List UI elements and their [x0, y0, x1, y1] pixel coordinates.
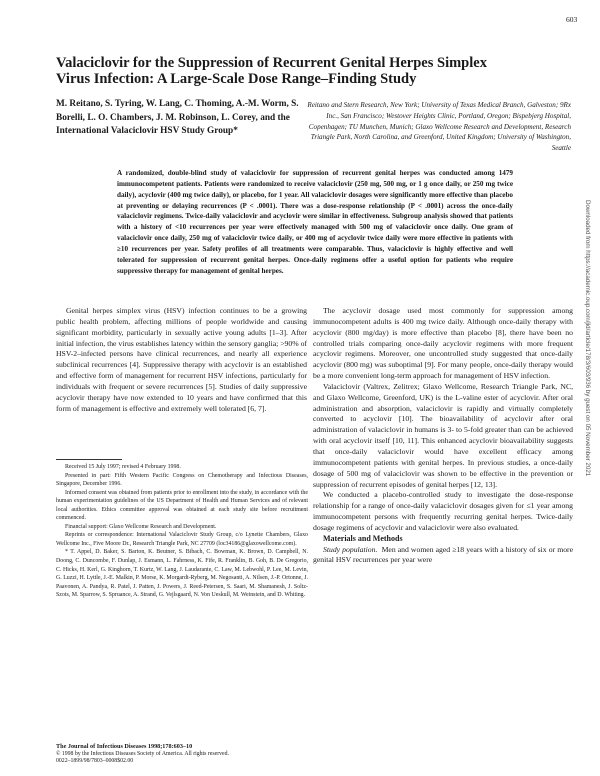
journal-copyright: © 1998 by the Infectious Diseases Society of America. All rights reserved.: [56, 751, 229, 758]
body-paragraph-1: The acyclovir dosage used most commonly for suppression among immunocompetent adults is 400 mg twice daily. Although once-daily therapy with acyclovir (800 mg/day) is more effective than placebo [8], there have been no controlled trials comparing once-daily acyclovir regimens with more frequent acyclovir regimens. Moreover, one uncontrolled study suggested that once-daily acyclovir (800 mg) was suboptimal [9]. For many people, once-daily therapy would be a more convenient long-term approach for management of HSV infection.: [313, 306, 573, 381]
article-title: Valaciclovir for the Suppression of Recurrent Genital Herpes Simplex Virus Infection: A Large-Scale Dose Range–Finding Study: [56, 55, 487, 87]
footnotes: [56, 463, 308, 600]
page-number: 603: [566, 15, 578, 24]
footnote-received: Received 15 July 1997; revised 4 February 1998.: [65, 464, 181, 470]
download-watermark-text: Downloaded from https://academic.oup.com/jid/article/178/3/603/936 by guest on 05 November 2021: [584, 200, 591, 477]
journal-issn: 0022–1899/98/7803–0008$02.00: [56, 758, 134, 765]
journal-info: [56, 743, 308, 766]
footnote-study-group: * T. Appel, D. Baker, S. Barton, K. Beutner, S. Bibach, C. Bowman, K. Brown, D. Campbell, N. Doong, C. Duncombe, F. Dunlap, J. Esmann, L. Fahrness, K. Fife, R. Franklin, B. Goh, B. De Gregorio, C. Hicks, H. Kerl, G. Kinghorn, T. Kurtz, W. Lang, J. Laudarante, C. Law, M. Lebwohl, P. Lee, M. Levin, G. Luzzi, H. Lyttle, J.-E. Malkin, P. Morse, K. Morgardt-Ryberg, M. Negosanti, A. Nilsen, J.-P. Ortonne, J. Paavonen, A. Pandya, R. Patel, J. Patten, J. Powers, J. Reed-Petersen, S. Saari, M. Shamanesh, J. Soltz-Szots, M. Sparrow, S. Spruance, A. Strand, G. Vejlsgaard, N. Von Ueskull, M. Weinstein, and D. Whiting.: [56, 549, 309, 599]
footnote-financial: Financial support: Glaxo Wellcome Research and Development.: [65, 523, 217, 530]
runin-heading: Study population.: [323, 544, 378, 554]
body-paragraph-3: We conducted a placebo-controlled study to investigate the dose-response relationship for a range of once-daily valaciclovir dosages given for ≤1 year among immunocompetent persons with frequently recurring genital herpes. Twice-daily dosage regimens of acyclovir and valaciclovir were also evaluated.: [313, 490, 573, 532]
right-column: [313, 306, 573, 566]
footnote-presented: Presented in part: Fifth Western Pacific Congress on Chemotherapy and Infectious Diseases, Singapore, December 1996.: [56, 472, 308, 488]
journal-issue: 1998;178:603–10: [147, 743, 193, 750]
body-paragraph-4: [313, 545, 573, 567]
journal-name: The Journal of Infectious Diseases: [56, 743, 147, 750]
download-watermark: [584, 200, 593, 580]
body-paragraph-2: Valaciclovir (Valtrex, Zelitrex; Glaxo Wellcome, Research Triangle Park, NC, and Glaxo Wellcome, Greenford, UK) is the L-valine ester of acyclovir. After oral administration and absorption, valaciclovir is rapidly and virtually completely converted to acyclovir [10]. The bioavailability of acyclovir after oral administration of valaciclovir in humans is 3- to 5-fold greater than can be achieved with oral acyclovir itself [10, 11]. This enhanced acyclovir bioavailability suggests that once-daily valaciclovir would have excellent efficacy among immunocompetent patients with genital herpes. In previous studies, a once-daily dosage of 500 mg of valaciclovir was shown to be effective in the prevention or suppression of recurrent episodes of genital herpes [12, 13].: [313, 381, 573, 489]
footnote-divider: [56, 459, 122, 460]
intro-paragraph: Genital herpes simplex virus (HSV) infection continues to be a growing public health problem, affecting millions of people worldwide and causing significant morbidity, particularly in sexually active young adults [1–3]. After initial infection, the virus establishes latency within the sensory ganglia; >90% of HSV-2–infected persons have clinical recurrences, and nearly all experience subclinical recurrences [4]. Suppressive therapy with acyclovir is an established and effective form of management for recurrent HSV infections, particularly for individuals with frequent or severe recurrences [5]. Studies of daily suppressive acyclovir therapy have now extended to 10 years and have confirmed that this form of management is effective and extremely well tolerated [6, 7].: [56, 306, 307, 413]
author-affiliations: Reitano and Stern Research, New York; University of Texas Medical Branch, Galveston; 9Rx Inc., San Francisco; Westover Heights Clinic, Portland, Oregon; Bispebjerg Hospital, Copenhagen; TU Munchen, Munich; Glaxo Wellcome Research and Development, Research Triangle Park, North Carolina, and Greenford, United Kingdom; University of Washington, Seattle: [307, 101, 571, 153]
author-list: M. Reitano, S. Tyring, W. Lang, C. Thoming, A.-M. Worm, S. Borelli, L. O. Chambers, J. M. Robinson, L. Corey, and the International Valaciclovir HSV Study Group*: [56, 99, 299, 136]
footnote-reprints: Reprints or correspondence: International Valaciclovir Study Group, c/o Lynette Chambers, Glaxo Wellcome Inc., Five Moore Dr., Research Triangle Park, NC 27709 (loc34186@glaxowellcome.com).: [56, 532, 308, 547]
section-heading: Materials and Methods: [323, 533, 403, 543]
footnote-consent: Informed consent was obtained from patients prior to enrollment into the study, in accordance with the human experimentation guidelines of the US Department of Health and Human Services and of relevant local authorities. Ethics committee approval was obtained at each study site before recruitment commenced.: [56, 489, 308, 522]
left-column: [56, 306, 307, 414]
body-paragraph-4-text: Men and women aged ≥18 years with a history of six or more genital HSV recurrences per year were: [313, 544, 574, 565]
abstract: A randomized, double-blind study of valaciclovir for suppression of recurrent genital herpes was conducted among 1479 immunocompetent patients. Patients were randomized to receive valaciclovir (250 mg, 500 mg, or 1 g once daily, or 250 mg twice daily), acyclovir (400 mg twice daily), or placebo, for 1 year. All valaciclovir dosages were significantly more effective than placebo at preventing or delaying recurrences (P < .0001). There was a dose-response relationship (P < .0001) across the once-daily valaciclovir regimens. Twice-daily valaciclovir and acyclovir were similar in effectiveness. Subgroup analysis showed that patients with a history of <10 recurrences per year were effectively managed with 500 mg of valaciclovir once daily. One gram of valaciclovir once daily, 250 mg of valaciclovir twice daily, or 400 mg of acyclovir twice daily were more effective in patients with ≥10 recurrences per year. Safety profiles of all treatments were comparable. Thus, valaciclovir is highly effective and well tolerated for suppression of recurrent genital herpes. Once-daily regimens offer a useful option for patients who require suppressive therapy for management of genital herpes.: [117, 169, 513, 275]
